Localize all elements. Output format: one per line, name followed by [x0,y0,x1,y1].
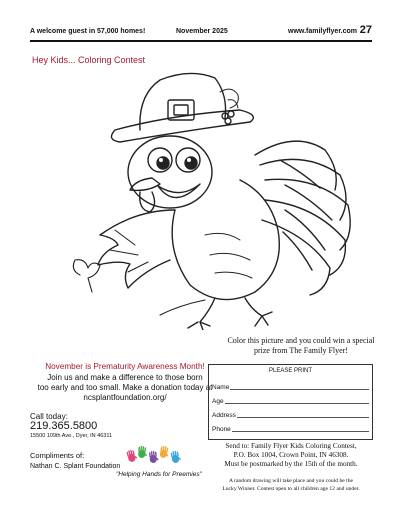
header-divider [30,40,372,42]
handprint-icon [159,445,171,459]
awareness-line: Join us and make a difference to those born [47,373,203,382]
send-line: Must be postmarked by the 15th of the month. [224,460,358,468]
name-line [212,389,369,390]
send-line: P.O. Box 1004, Crown Point, IN 46308. [233,451,349,459]
handprint-icon [126,449,138,463]
turkey-wing [98,210,175,288]
contest-title: Hey Kids... Coloring Contest [32,55,146,65]
turkey-pilgrim-hat-illustration [40,60,370,330]
turkey-body [172,180,279,300]
phone-number[interactable]: 219.365.5800 [30,420,98,432]
phone-label: Phone [212,426,231,433]
name-label: Name [212,384,230,391]
fine-print [206,477,376,493]
handprint-icon [138,446,148,459]
age-label: Age [212,398,224,405]
logo-caption: "Helping Hands for Preemies" [116,471,202,478]
header-issue-date: November 2025 [176,28,228,35]
page-header [30,24,372,38]
foundation-address: 15500 109th Ave., Dyer, IN 46311 [30,433,113,439]
handprints-logo [125,443,181,467]
turkey-head [128,136,212,208]
phone-field[interactable] [212,424,369,433]
awareness-heading: November is Prematurity Awareness Month! [45,362,205,371]
age-field[interactable] [212,396,369,405]
entry-form [208,364,373,440]
header-website: www.familyflyer.com [288,28,357,35]
send-to-info [206,442,376,469]
address-label: Address [212,412,236,419]
awareness-line: too early and too small. Make a donation today at [37,383,213,392]
sponsor-name: Nathan C. Splant Foundation [30,463,121,470]
compliments-label: Compliments of: [30,451,85,460]
send-line: Send to: Family Flyer Kids Coloring Contest, [225,442,357,450]
phone-line [212,431,369,432]
prize-text: Color this picture and you could win a special prize from The Family Flyer! [227,336,375,355]
age-line [212,403,369,404]
form-title: PLEASE PRINT [268,368,312,374]
name-field[interactable] [212,382,369,391]
fine-line: Lucky Winner. Contest open to all children age 12 and under. [222,486,360,492]
call-label: Call today: [30,412,68,421]
fine-line: A random drawing will take place and you could be the [229,478,353,484]
handprint-icon [170,450,181,463]
awareness-link[interactable]: ncsplantfoundation.org/ [83,393,167,402]
pilgrim-hat [111,73,253,142]
handprint-icon [149,451,159,464]
awareness-body [30,373,220,403]
header-tagline: A welcome guest in 57,000 homes! [30,28,146,35]
tail-feathers [255,141,350,295]
address-field[interactable] [212,410,369,419]
page-number: 27 [359,24,372,36]
